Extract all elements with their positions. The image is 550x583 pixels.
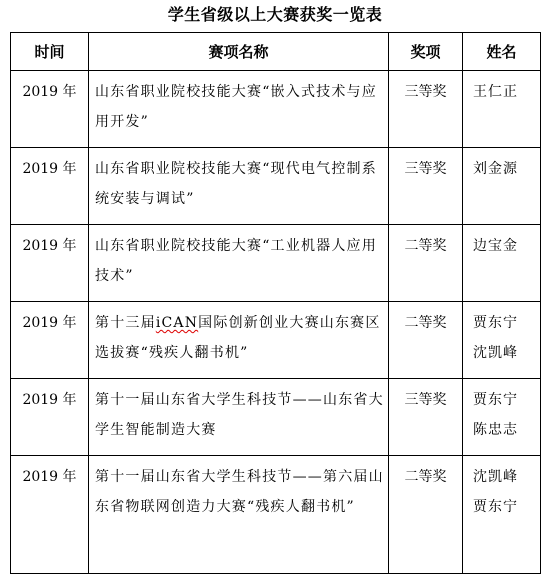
table-row: [11, 71, 541, 148]
award-table: [10, 32, 541, 574]
time-cell: 2019 年: [11, 456, 89, 574]
award-cell: 三等奖: [389, 379, 463, 456]
person-name: 王仁正: [473, 84, 518, 100]
time-cell: 2019 年: [11, 225, 89, 302]
header-name: 姓名: [463, 33, 541, 71]
table-row: [11, 379, 541, 456]
person-name: 贾东宁: [473, 392, 518, 408]
table-row: [11, 302, 541, 379]
award-cell: 三等奖: [389, 71, 463, 148]
document-title: 学生省级以上大赛获奖一览表: [167, 5, 383, 24]
person-name: 刘金源: [473, 161, 518, 177]
people-cell: [463, 225, 541, 302]
competition-cell: 山东省职业院校技能大赛“嵌入式技术与应用开发”: [89, 71, 389, 148]
table-header-row: [11, 33, 541, 71]
competition-text-prefix: 第十三届: [95, 315, 156, 331]
time-cell: 2019 年: [11, 71, 89, 148]
header-time: 时间: [11, 33, 89, 71]
person-name: 沈凯峰: [473, 469, 518, 485]
people-cell: [463, 148, 541, 225]
time-cell: 2019 年: [11, 302, 89, 379]
award-cell: 二等奖: [389, 456, 463, 574]
award-cell: 二等奖: [389, 225, 463, 302]
person-name: 贾东宁: [473, 315, 518, 331]
competition-cell: [89, 302, 389, 379]
table-row: [11, 225, 541, 302]
award-cell: 二等奖: [389, 302, 463, 379]
competition-text-suffix: 国际创新创业大赛山东赛区选拔赛“残疾人翻书机”: [95, 315, 381, 361]
person-name: 贾东宁: [473, 499, 518, 515]
time-cell: 2019 年: [11, 379, 89, 456]
header-award: 奖项: [389, 33, 463, 71]
time-cell: 2019 年: [11, 148, 89, 225]
spellcheck-word: iCAN: [155, 315, 199, 331]
table-row: [11, 456, 541, 574]
table-row: [11, 148, 541, 225]
people-cell: [463, 456, 541, 574]
people-cell: [463, 379, 541, 456]
competition-cell: 山东省职业院校技能大赛“工业机器人应用技术”: [89, 225, 389, 302]
people-cell: [463, 71, 541, 148]
competition-cell: 第十一届山东省大学生科技节——山东省大学生智能制造大赛: [89, 379, 389, 456]
header-competition: 赛项名称: [89, 33, 389, 71]
competition-cell: 第十一届山东省大学生科技节——第六届山东省物联网创造力大赛“残疾人翻书机”: [89, 456, 389, 574]
person-name: 陈忠志: [473, 422, 518, 438]
people-cell: [463, 302, 541, 379]
person-name: 边宝金: [473, 238, 518, 254]
award-cell: 三等奖: [389, 148, 463, 225]
competition-cell: 山东省职业院校技能大赛“现代电气控制系统安装与调试”: [89, 148, 389, 225]
person-name: 沈凯峰: [473, 345, 518, 361]
